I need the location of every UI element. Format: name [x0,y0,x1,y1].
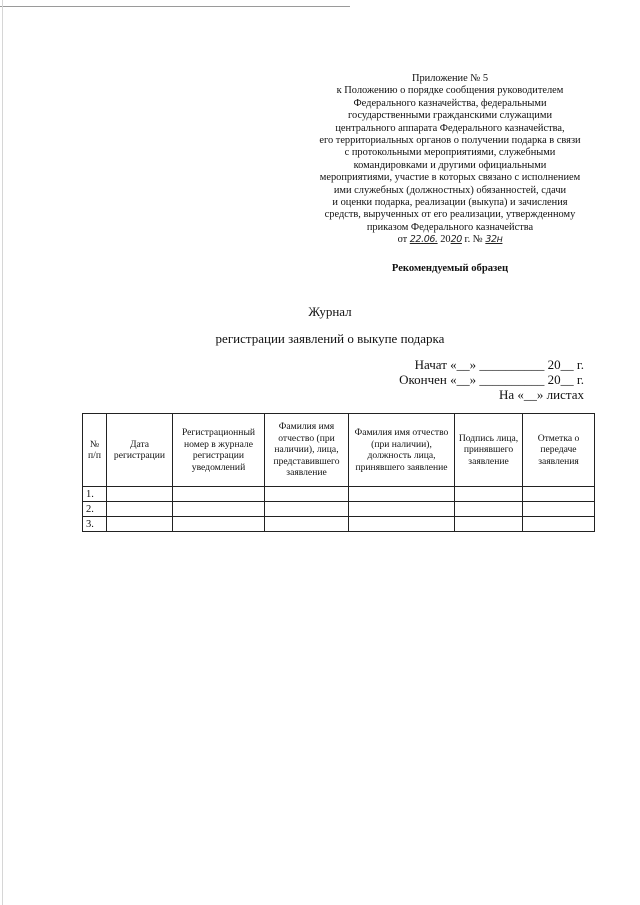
table-cell[interactable] [173,517,265,532]
table-cell[interactable] [455,517,523,532]
appendix-line: Федерального казначейства, федеральными [353,97,547,109]
header-submitter-name: Фамилия имя отчество (при наличии), лица, представившего заявление [265,414,349,487]
appendix-line: средств, вырученных от его реализации, утвержденному [324,209,576,221]
scan-edge-left [2,0,3,905]
table-header-row [83,414,595,487]
table-cell[interactable] [107,502,173,517]
table-cell[interactable] [523,487,595,502]
table-cell[interactable] [455,502,523,517]
scan-edge-top [0,6,350,7]
table-cell[interactable] [523,517,595,532]
order-year-handwritten: 20 [450,234,462,246]
table-cell[interactable] [107,487,173,502]
row-number: 1. [83,487,107,502]
order-prefix: от [397,234,408,246]
header-receiver-signature: Подпись лица, принявшего заявление [455,414,523,487]
appendix-line: приказом Федерального казначейства [366,221,534,233]
journal-subtitle: регистрации заявлений о выкупе подарка [215,331,445,346]
appendix-line: ими служебных (должностных) обязанностей, сдачи [333,184,567,196]
journal-sheets: На «__» листах [499,387,584,402]
row-number: 2. [83,502,107,517]
appendix-line: мероприятиями, участие в которых связано с исполнением [319,172,581,184]
header-registration-date: Дата регистрации [107,414,173,487]
table-cell[interactable] [349,487,455,502]
order-year-suffix: г. № [464,234,483,246]
table-cell[interactable] [265,502,349,517]
header-transfer-mark: Отметка о передаче заявления [523,414,595,487]
journal-started: Начат «__» __________ 20__ г. [414,357,584,372]
order-year-prefix: 20 [440,234,451,246]
table-row [83,517,595,532]
header-receiver-name: Фамилия имя отчество (при наличии), должность лица, принявшего заявление [349,414,455,487]
table-cell[interactable] [455,487,523,502]
journal-title: Журнал [308,304,352,319]
journal-ended: Окончен «__» __________ 20__ г. [399,372,584,387]
table-cell[interactable] [265,487,349,502]
table-cell[interactable] [107,517,173,532]
table-cell[interactable] [173,487,265,502]
table-cell[interactable] [349,517,455,532]
header-registration-number: Регистрационный номер в журнале регистрации уведомлений [173,414,265,487]
appendix-line: Приложение № 5 [411,73,489,84]
appendix-line: центрального аппарата Федерального казначейства, [335,122,565,134]
appendix-line: с протокольными мероприятиями, служебными [344,147,556,159]
order-number-handwritten: 32н [485,234,503,246]
order-reference [300,234,600,246]
table-cell[interactable] [523,502,595,517]
table-cell[interactable] [173,502,265,517]
appendix-line: к Положению о порядке сообщения руководителем [336,85,564,97]
table-cell[interactable] [349,502,455,517]
order-date-handwritten: 22.06. [409,234,438,246]
journal-table [82,413,595,532]
sample-label: Рекомендуемый образец [391,263,509,274]
appendix-block [300,73,600,247]
table-cell[interactable] [265,517,349,532]
header-number: № п/п [83,414,107,487]
table-row [83,487,595,502]
appendix-line: и оценки подарка, реализации (выкупа) и зачисления [332,197,568,209]
row-number: 3. [83,517,107,532]
appendix-line: командировками и другими официальными [353,159,547,171]
table-row [83,502,595,517]
appendix-line: его территориальных органов о получении подарка в связи [319,135,581,147]
appendix-line: государственными гражданскими служащими [347,110,553,122]
